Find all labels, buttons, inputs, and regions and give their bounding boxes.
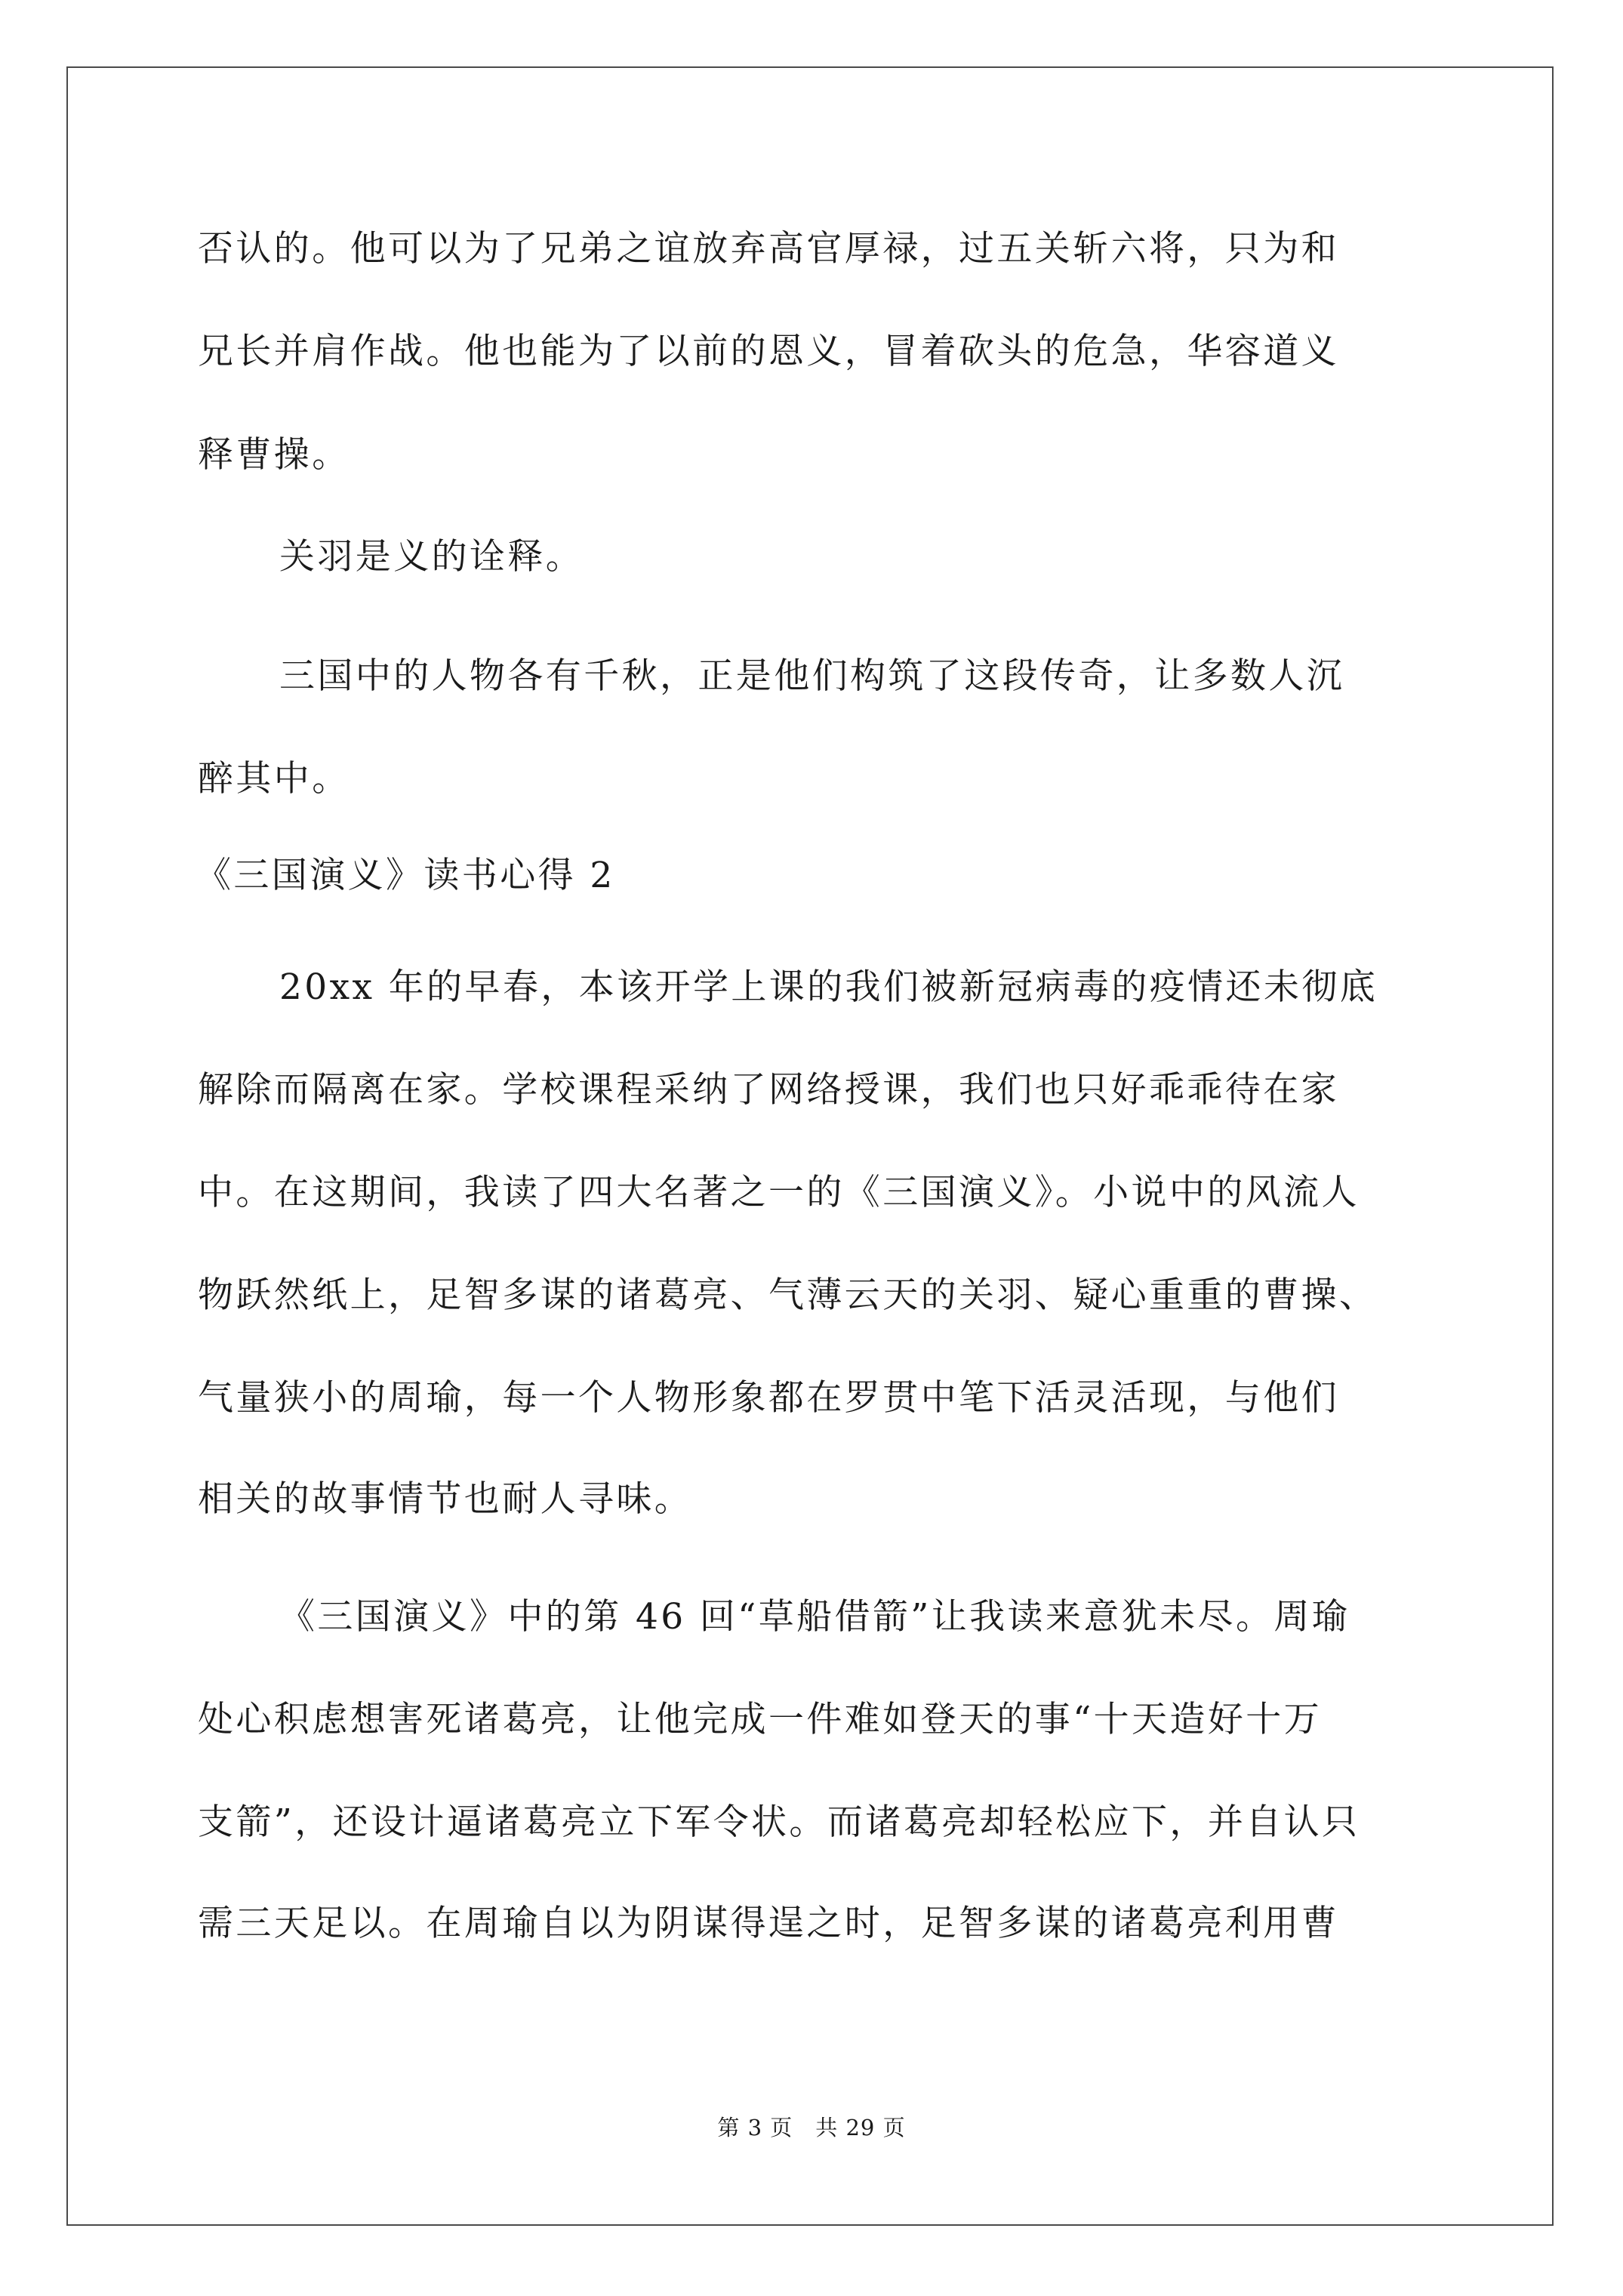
page-number: 第 3 页 共 29 页: [717, 2115, 906, 2140]
text-line: 处心积虑想害死诸葛亮，让他完成一件难如登天的事“十天造好十万: [198, 1699, 1323, 1740]
text-line: 三国中的人物各有千秋，正是他们构筑了这段传奇，让多数人沉: [279, 655, 1345, 697]
text-line: 解除而隔离在家。学校课程采纳了网络授课，我们也只好乖乖待在家: [198, 1069, 1339, 1111]
text-line: 相关的故事情节也耐人寻味。: [198, 1478, 693, 1520]
section-heading: 《三国演义》读书心得 2: [196, 855, 615, 896]
text-line: 气量狭小的周瑜，每一个人物形象都在罗贯中笔下活灵活现，与他们: [198, 1377, 1339, 1419]
page-border: [66, 66, 1554, 2226]
text-line: 释曹操。: [198, 434, 350, 476]
text-line: 20xx 年的早春，本该开学上课的我们被新冠病毒的疫情还未彻底: [279, 966, 1378, 1008]
text-line: 醉其中。: [198, 758, 350, 800]
text-line: 关羽是义的诠释。: [279, 536, 584, 578]
text-line: 物跃然纸上，足智多谋的诸葛亮、气薄云天的关羽、疑心重重的曹操、: [198, 1274, 1378, 1316]
text-line: 中。在这期间，我读了四大名著之一的《三国演义》。小说中的风流人: [198, 1172, 1360, 1213]
text-line: 兄长并肩作战。他也能为了以前的恩义，冒着砍头的危急，华容道义: [198, 331, 1339, 372]
text-line: 否认的。他可以为了兄弟之谊放弃高官厚禄，过五关斩六将，只为和: [198, 228, 1339, 270]
text-line: 《三国演义》中的第 46 回“草船借箭”让我读来意犹未尽。周瑜: [279, 1596, 1350, 1638]
text-line: 支箭”，还设计逼诸葛亮立下军令状。而诸葛亮却轻松应下，并自认只: [198, 1801, 1360, 1843]
text-line: 需三天足以。在周瑜自以为阴谋得逞之时，足智多谋的诸葛亮利用曹: [198, 1903, 1339, 1944]
